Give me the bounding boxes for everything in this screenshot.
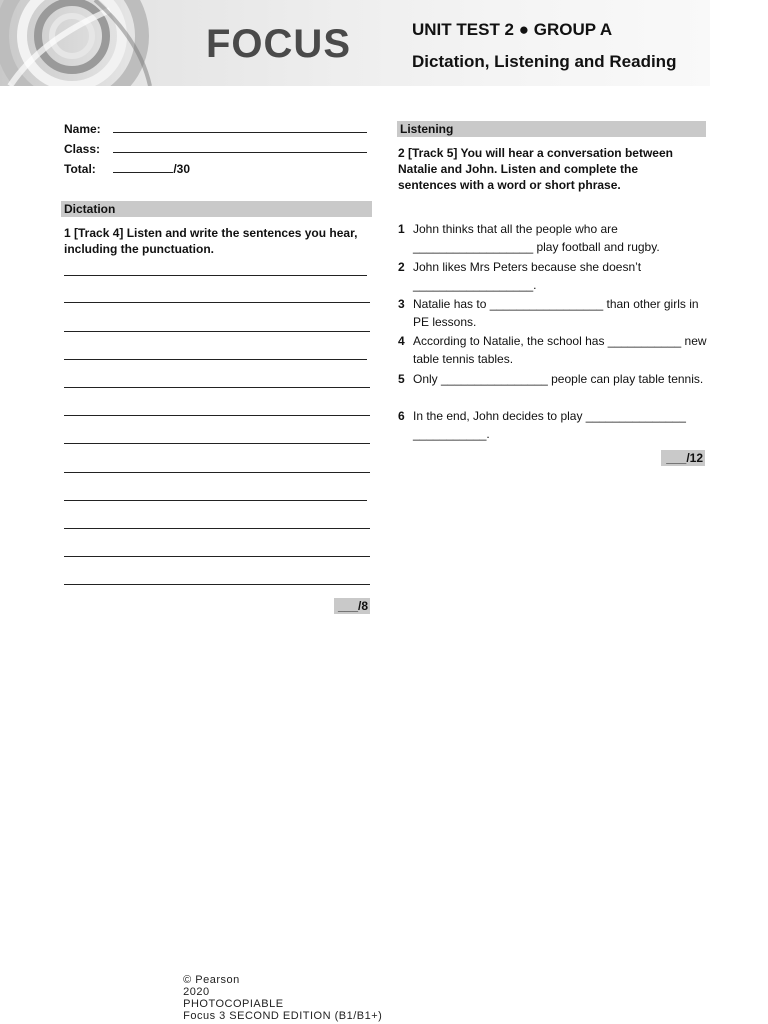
- question-number: 2: [398, 260, 405, 274]
- question-text[interactable]: Natalie has to _________________ than other girls in PE lessons.: [413, 297, 699, 329]
- total-field[interactable]: [113, 162, 173, 173]
- dictation-line[interactable]: [64, 302, 370, 303]
- footer-year: 2020: [183, 986, 210, 998]
- footer-copyright: © Pearson: [183, 974, 240, 986]
- dictation-line[interactable]: [64, 584, 370, 585]
- question-text[interactable]: According to Natalie, the school has ___________ new table tennis tables.: [413, 334, 707, 366]
- listening-instruction: 2 [Track 5] You will hear a conversation between Natalie and John. Listen and complete the sentences with a word or short phrase.: [398, 146, 673, 192]
- dictation-score: ___/8: [334, 598, 370, 614]
- footer-photocopiable: PHOTOCOPIABLE: [183, 998, 284, 1010]
- class-row: [64, 142, 367, 158]
- dictation-line[interactable]: [64, 415, 370, 416]
- dictation-line[interactable]: [64, 528, 370, 529]
- question-text[interactable]: John likes Mrs Peters because she doesn’t __________________.: [413, 260, 642, 292]
- header-banner: [0, 0, 710, 86]
- dictation-line[interactable]: [64, 472, 370, 473]
- dictation-line[interactable]: [64, 331, 370, 332]
- listening-heading: Listening: [397, 121, 706, 137]
- dictation-line[interactable]: [64, 500, 367, 501]
- dictation-heading: Dictation: [61, 201, 372, 217]
- name-row: [64, 122, 367, 138]
- page-title: UNIT TEST 2 ● GROUP A: [412, 20, 613, 39]
- question-number: 6: [398, 409, 405, 423]
- listening-score: ___/12: [661, 450, 705, 466]
- question-text[interactable]: John thinks that all the people who are __________________ play football and rugby.: [413, 222, 660, 254]
- class-label: Class:: [64, 142, 101, 156]
- class-field[interactable]: [113, 142, 367, 153]
- dictation-line[interactable]: [64, 556, 370, 557]
- question-number: 4: [398, 334, 405, 348]
- dictation-line[interactable]: [64, 275, 367, 276]
- dictation-line[interactable]: [64, 387, 370, 388]
- dictation-line[interactable]: [64, 359, 367, 360]
- question-text[interactable]: In the end, John decides to play _______________ ___________.: [413, 409, 686, 441]
- footer: [176, 962, 402, 1022]
- total-row: [64, 162, 190, 178]
- name-field[interactable]: [113, 122, 367, 133]
- dictation-line[interactable]: [64, 443, 370, 444]
- total-suffix: /30: [173, 162, 191, 176]
- swirl-graphic: [0, 0, 200, 86]
- total-label: Total:: [64, 162, 96, 176]
- focus-logo: FOCUS: [206, 22, 351, 66]
- page-subtitle: Dictation, Listening and Reading: [412, 52, 677, 71]
- footer-edition: Focus 3 SECOND EDITION (B1/B1+): [183, 1010, 383, 1022]
- name-label: Name:: [64, 122, 101, 136]
- question-number: 5: [398, 372, 405, 386]
- question-number: 1: [398, 222, 405, 236]
- question-text[interactable]: Only ________________ people can play table tennis.: [413, 372, 704, 386]
- question-number: 3: [398, 297, 405, 311]
- dictation-instruction: 1 [Track 4] Listen and write the sentences you hear, including the punctuation.: [64, 226, 358, 256]
